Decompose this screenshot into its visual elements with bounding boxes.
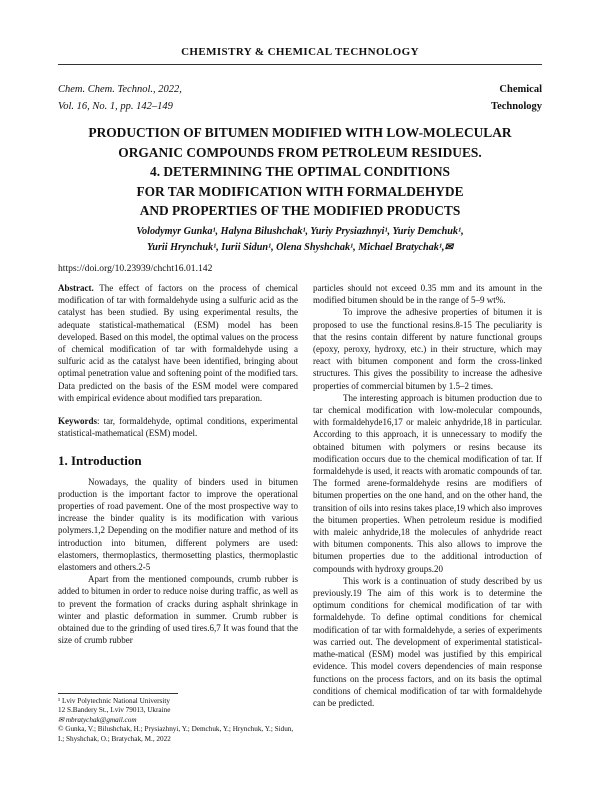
section-heading-introduction: 1. Introduction <box>58 453 142 469</box>
brand-line-1: Chemical <box>499 84 542 95</box>
body-paragraph: particles should not exceed 0.35 mm and its amount in the modified bitumen should be in the range of 5–9 wt%. <box>313 283 542 306</box>
doi-link[interactable]: https://doi.org/10.23939/chcht16.01.142 <box>58 263 213 274</box>
title-line: ORGANIC COMPOUNDS FROM PETROLEUM RESIDUES. <box>118 144 482 160</box>
keywords <box>58 415 298 439</box>
journal-brand <box>491 81 542 115</box>
title-line: FOR TAR MODIFICATION WITH FORMALDEHYDE <box>136 183 464 199</box>
footnote-rule <box>58 693 178 694</box>
header-rule <box>58 64 542 65</box>
intro-paragraph-1: Nowadays, the quality of binders used in bitumen production is the important factor to improve the operational properties of road pavement. One of the most prospective way to increase the binder quality is its modification with various polymers.1,2 Depending on the modifier nature and method of its introduction into bitumen, different polymers are used: elastomers, thermoplastics, thermosetting plastics, thermoplastic elastomers and others.2-5 <box>58 476 298 573</box>
address: 12 S.Bandery St., Lviv 79013, Ukraine <box>58 706 171 715</box>
left-column <box>58 282 298 646</box>
brand-line-2: Technology <box>491 101 542 112</box>
body-paragraph: This work is a continuation of study described by us previously.19 The aim of this work is to determine the optimum conditions for chemical modification of tar with formaldehyde. To define optimal conditions for chemical modification of tar with formaldehyde, a series of experiments was carried out. The development of experimental statistical-mathe-matical (ESM) model was justified by this empirical evidence. This model covers dependencies of main response functions on the process factors, and on its basis the optimal conditions of chemical modification of tar with formaldehyde can be predicted. <box>313 575 542 708</box>
citation-line-2: Vol. 16, No. 1, pp. 142–149 <box>58 101 173 112</box>
journal-header: CHEMISTRY & CHEMICAL TECHNOLOGY <box>181 46 419 58</box>
citation-line-1: Chem. Chem. Technol., 2022, <box>58 84 182 95</box>
abstract-text: The effect of factors on the process of chemical modification of tar with formaldehyde using a sulfuric acid as the catalyst has been studied. By using experimental results, the adequate statistical-mathematical (ESM) model has been developed. Based on this model, the optimal values on the process of chemical modification of tar with formaldehyde using a sulfuric acid as the catalyst have been identified, bringing about optimal penetration value and softening point of the modified tars. Data predicted on the basis of the ESM model were compared with empirical evidence about modified tars preparation. <box>58 283 298 403</box>
author-list <box>50 224 550 256</box>
body-paragraph: The interesting approach is bitumen production due to tar chemical modification with low-molecular compounds, with formaldehyde16,17 or maleic anhydride,18 in particular. According to this approach, it is unnecessary to modify the obtained bitumen with polymers or resins because its modification occurs due to the chemical modification of tar. If formaldehyde is used, it reacts with aromatic compounds of tar. The formed arene-formaldehyde resins are modifiers of bitumen properties on the one hand, and on the other hand, the transition of oils into resins takes place,19 which also improves the bitumen properties. When petroleum residue is modified with maleic anhydride,18 the molecules of anhydride react with bitumen components. This also allows to improve the bitumen properties due to the additional introduction of compounds with hydroxy groups.20 <box>313 392 542 574</box>
abstract-label: Abstract. <box>58 283 94 293</box>
citation-block <box>58 81 182 115</box>
article-title <box>40 123 560 221</box>
corresponding-email[interactable]: ✉ mbratychak@gmail.com <box>58 715 137 724</box>
authors-line-2: Yurii Hrynchuk¹, Iurii Sidun¹, Olena Shyshchak¹, Michael Bratychak¹,✉ <box>147 242 453 253</box>
title-line: AND PROPERTIES OF THE MODIFIED PRODUCTS <box>139 203 461 218</box>
right-column <box>313 282 542 709</box>
intro-paragraph-2: Apart from the mentioned compounds, crumb rubber is added to bitumen in order to reduce noise during traffic, as well as to prevent the formation of cracks during asphalt shrinkage in winter and plastic deformation in summer. Crumb rubber is obtained due to the grinding of used tires.6,7 It was found that the size of crumb rubber <box>58 574 298 646</box>
footnotes <box>58 697 298 744</box>
authors-line-1: Volodymyr Gunka¹, Halyna Bilushchak¹, Yuriy Prysiazhnyi¹, Yuriy Demchuk¹, <box>136 226 464 237</box>
abstract <box>58 282 298 404</box>
keywords-text: : tar, formaldehyde, optimal conditions, experimental statistical-mathematical (ESM) model. <box>58 416 298 439</box>
copyright-notice: © Gunka, V.; Bilushchak, H.; Prysiazhnyi, Y.; Demchuk, Y.; Hrynchuk, Y.; Sidun, I.; Shyshchak, O.; Bratychak, M., 2022 <box>58 725 294 743</box>
title-line: PRODUCTION OF BITUMEN MODIFIED WITH LOW-MOLECULAR <box>88 125 512 140</box>
title-line: 4. DETERMINING THE OPTIMAL CONDITIONS <box>150 164 450 179</box>
body-paragraph: To improve the adhesive properties of bitumen it is proposed to use the functional resins.8-15 The peculiarity is that the resins contain different by nature functional groups (epoxy, peroxy, hydroxy, etc.) in their structure, which may react with bitumen component and form the cross-linked structures. This gives the possibility to increase the adhesive properties of commercial bitumen by 1.5–2 times. <box>313 307 542 391</box>
affiliation: ¹ Lviv Polytechnic National University <box>58 697 170 705</box>
keywords-label: Keywords <box>58 416 97 427</box>
